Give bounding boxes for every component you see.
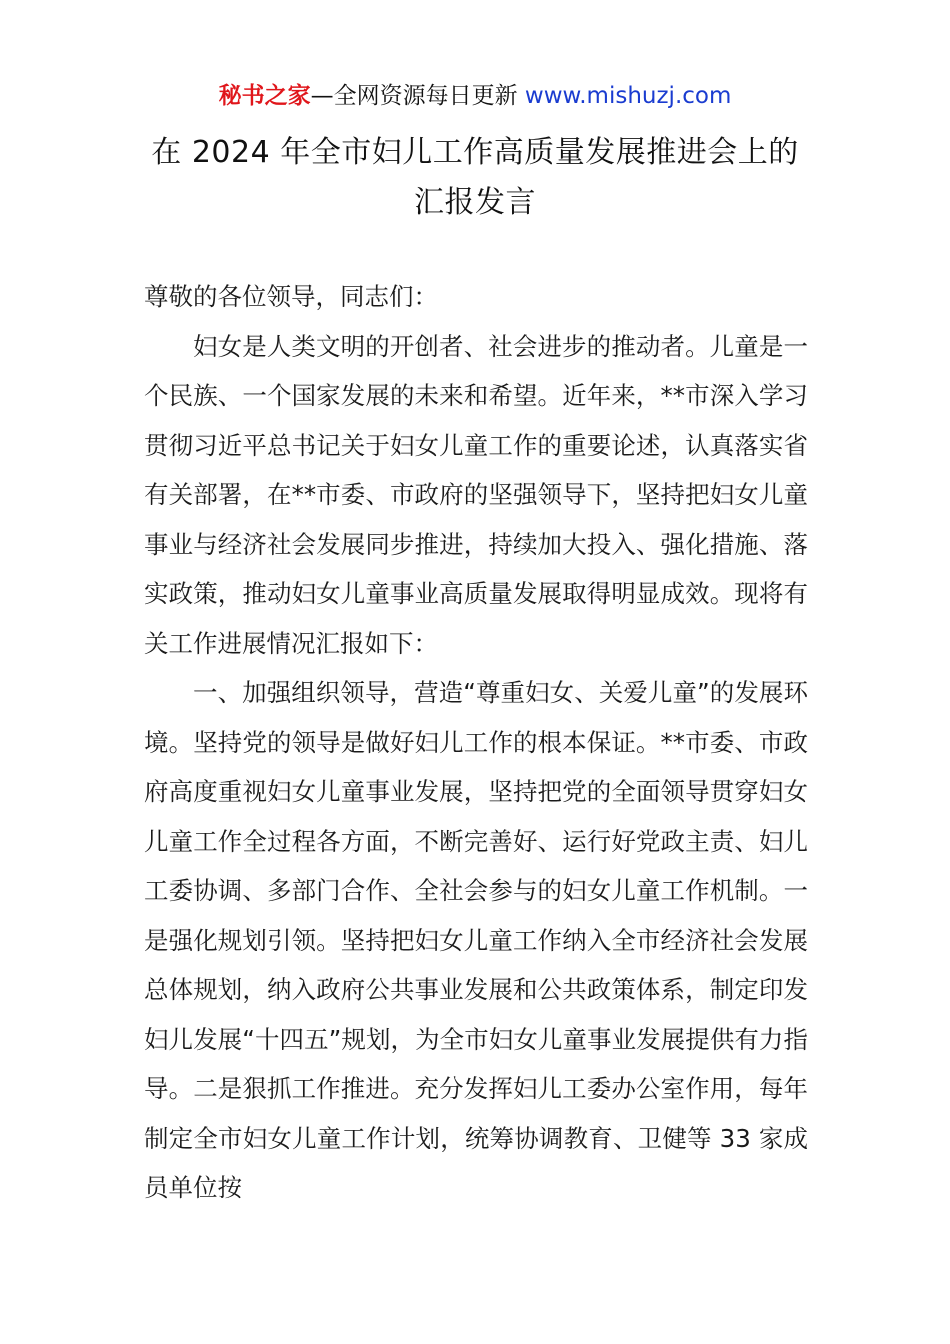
salutation: 尊敬的各位领导，同志们： [144, 282, 438, 311]
document-title [100, 128, 850, 228]
title-line-1: 在 2024 年全市妇儿工作高质量发展推进会上的 [151, 135, 799, 170]
site-tagline: —全网资源每日更新 [310, 83, 525, 109]
site-url-link[interactable]: www.mishuzj.com [524, 83, 732, 109]
paragraph-section-one: 一、加强组织领导，营造“尊重妇女、关爱儿童”的发展环境。坚持党的领导是做好妇儿工作的根本保证。**市委、市政府高度重视妇女儿童事业发展，坚持把党的全面领导贯穿妇女儿童工作全过程各方面，不断完善好、运行好党政主责、妇儿工委协调、多部门合作、全社会参与的妇女儿童工作机制。一是强化规划引领。坚持把妇女儿童工作纳入全市经济社会发展总体规划，纳入政府公共事业发展和公共政策体系，制定印发妇儿发展“十四五”规划，为全市妇女儿童事业发展提供有力指导。二是狠抓工作推进。充分发挥妇儿工委办公室作用，每年制定全市妇女儿童工作计划，统筹协调教育、卫健等 33 家成员单位按 [144, 678, 808, 1202]
document-body [144, 272, 808, 1213]
title-line-2: 汇报发言 [414, 185, 536, 220]
paragraph-intro: 妇女是人类文明的开创者、社会进步的推动者。儿童是一个民族、一个国家发展的未来和希望。近年来，**市深入学习贯彻习近平总书记关于妇女儿童工作的重要论述，认真落实省有关部署，在**市委、市政府的坚强领导下，坚持把妇女儿童事业与经济社会发展同步推进，持续加大投入、强化措施、落实政策，推动妇女儿童事业高质量发展取得明显成效。现将有关工作进展情况汇报如下： [144, 331, 808, 658]
site-header [0, 80, 950, 112]
site-name: 秘书之家 [218, 83, 311, 109]
